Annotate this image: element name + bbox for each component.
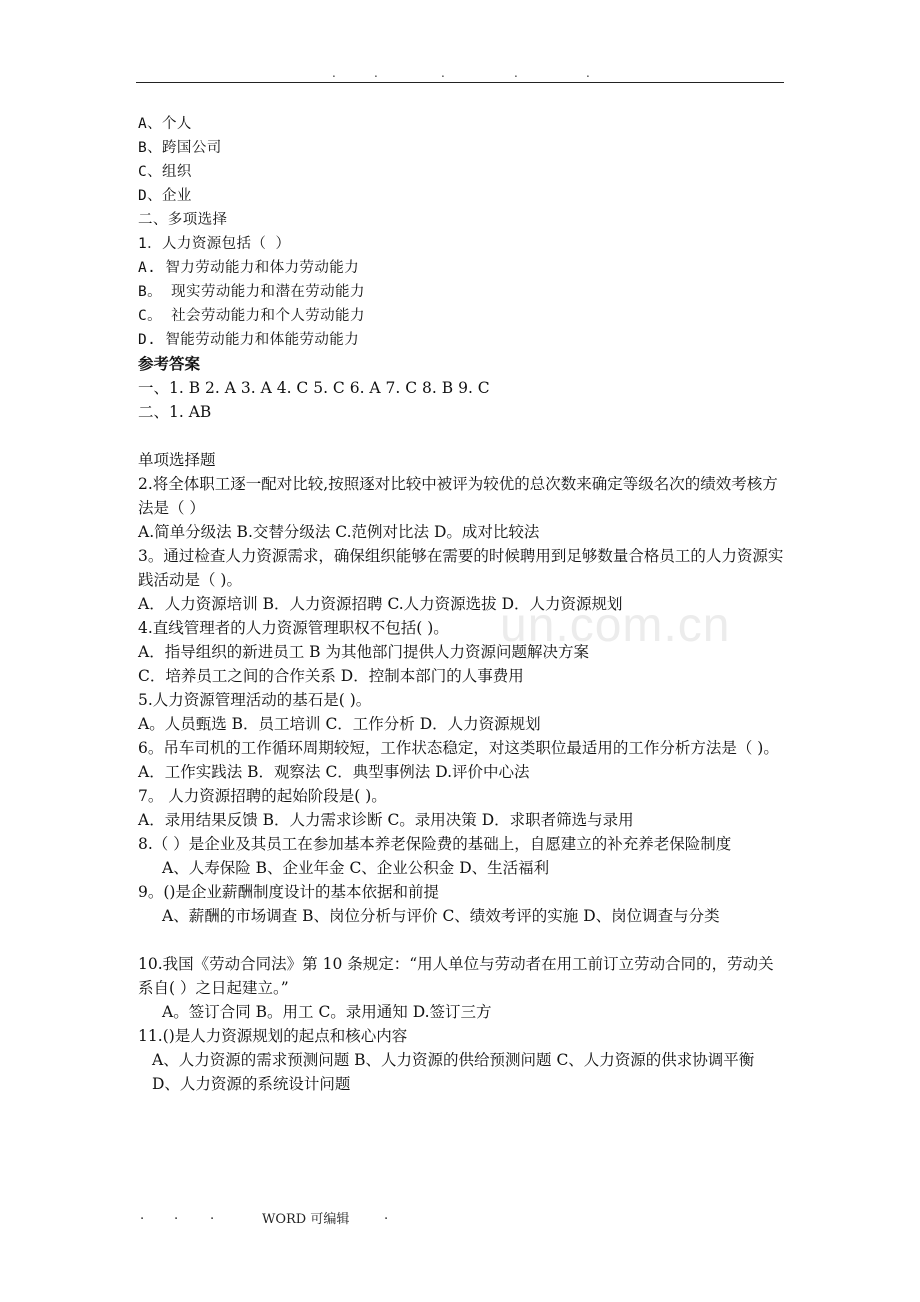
question-11: 11.()是人力资源规划的起点和核心内容: [138, 1027, 408, 1045]
footer-dot: .: [210, 1208, 215, 1223]
mq1-option: C。 社会劳动能力和个人劳动能力: [138, 308, 365, 324]
answers-title: 参考答案: [138, 354, 201, 373]
header-dot: .: [586, 66, 590, 80]
header-dot: .: [374, 66, 378, 80]
mq1-option: A. 智力劳动能力和体力劳动能力: [138, 260, 360, 276]
spacer: [138, 424, 784, 448]
question-7-options: A．录用结果反馈 B．人力需求诊断 C。录用决策 D．求职者筛选与录用: [138, 811, 634, 829]
answers-line-1: 一、1. B 2. A 3. A 4. C 5. C 6. A 7. C 8. B 9. C: [138, 379, 490, 397]
question-3-options: A．人力资源培训 B．人力资源招聘 C.人力资源选拔 D．人力资源规划: [138, 595, 623, 613]
footer: [140, 1208, 540, 1226]
question-3: 3。通过检查人力资源需求，确保组织能够在需要的时候聘用到足够数量合格员工的人力资源实践活动是（ )。: [138, 547, 784, 589]
question-10-options: A。签订合同 B。用工 C。录用通知 D.签订三方: [162, 1003, 492, 1021]
watermark: un.com.cn: [500, 599, 731, 652]
question-6-options: A．工作实践法 B．观察法 C．典型事例法 D.评价中心法: [138, 763, 530, 781]
single-choice-title: 单项选择题: [138, 451, 216, 469]
header-dot: .: [441, 66, 445, 80]
mq1-question: 1．人力资源包括（ ）: [138, 236, 291, 252]
option-c: C、组织: [138, 164, 192, 180]
answers-line-2: 二、1. AB: [138, 403, 212, 421]
question-9: 9。()是企业薪酬制度设计的基本依据和前提: [138, 883, 439, 901]
question-7: 7。 人力资源招聘的起始阶段是( )。: [138, 787, 387, 805]
option-b: B、跨国公司: [138, 140, 222, 156]
option-d: D、企业: [138, 188, 192, 204]
question-9-options: A、薪酬的市场调查 B、岗位分析与评价 C、绩效考评的实施 D、岗位调查与分类: [162, 907, 720, 925]
document-body: [138, 112, 784, 1096]
footer-dot: .: [140, 1208, 145, 1223]
question-5-options: A。人员甄选 B．员工培训 C．工作分析 D．人力资源规划: [138, 715, 541, 733]
mq1-option: D. 智能劳动能力和体能劳动能力: [138, 332, 360, 348]
header-dots: [136, 66, 784, 80]
question-8: 8.（ ）是企业及其员工在参加基本养老保险费的基础上，自愿建立的补充养老保险制度: [138, 835, 732, 853]
header-dot: .: [332, 66, 336, 80]
section-title-multi: 二、多项选择: [138, 212, 228, 228]
question-4-options: C．培养员工之间的合作关系 D．控制本部门的人事费用: [138, 667, 524, 685]
footer-text: WORD 可编辑: [262, 1212, 350, 1227]
question-6: 6。吊车司机的工作循环周期较短，工作状态稳定，对这类职位最适用的工作分析方法是（ )。: [138, 739, 779, 757]
header-rule: [136, 82, 784, 83]
option-a: A、个人: [138, 116, 192, 132]
spacer: [138, 928, 784, 952]
mq1-option: B。 现实劳动能力和潜在劳动能力: [138, 284, 365, 300]
question-4: 4.直线管理者的人力资源管理职权不包括( )。: [138, 619, 449, 637]
header-dot: .: [514, 66, 518, 80]
question-11-options: A、人力资源的需求预测问题 B、人力资源的供给预测问题 C、人力资源的供求协调平衡 D、人力资源的系统设计问题: [152, 1051, 755, 1093]
question-10: 10.我国《劳动合同法》第 10 条规定：“用人单位与劳动者在用工前订立劳动合同的，劳动关系自( ）之日起建立。”: [138, 955, 774, 997]
footer-dot: .: [384, 1208, 389, 1223]
question-2-options: A.简单分级法 B.交替分级法 C.范例对比法 D。成对比较法: [138, 523, 540, 541]
footer-dot: .: [174, 1208, 179, 1223]
question-4-options: A．指导组织的新进员工 B 为其他部门提供人力资源问题解决方案: [138, 643, 589, 661]
question-8-options: A、人寿保险 B、企业年金 C、企业公积金 D、生活福利: [162, 859, 550, 877]
question-2: 2.将全体职工逐一配对比较,按照逐对比较中被评为较优的总次数来确定等级名次的绩效考核方法是（ ）: [138, 475, 778, 517]
question-5: 5.人力资源管理活动的基石是( )。: [138, 691, 372, 709]
